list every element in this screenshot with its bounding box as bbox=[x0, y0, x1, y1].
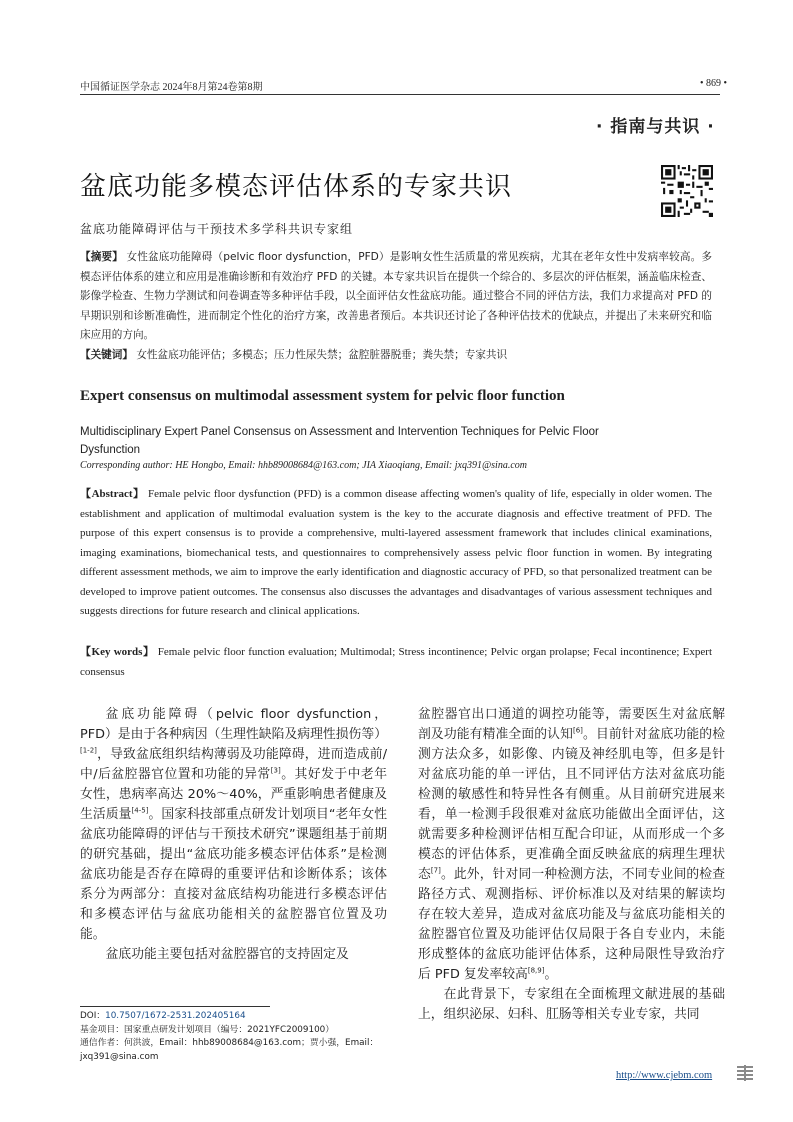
keywords-cn-label: 【关键词】 bbox=[80, 349, 133, 361]
footnote: DOI：10.7507/1672-2531.202405164 基金项目：国家重点研发计划项目（编号：2021YFC2009100） 通信作者：何洪波，Email：hhb89008684@163.com；贾小强，Email：jxq391@sina.com bbox=[80, 1010, 390, 1064]
citation: [4-5] bbox=[131, 806, 149, 815]
keywords-cn-text: 女性盆底功能评估；多模态；压力性尿失禁；盆腔脏器脱垂；粪失禁；专家共识 bbox=[136, 349, 508, 361]
citation: [7] bbox=[430, 866, 441, 875]
citation: [1-2] bbox=[80, 746, 97, 755]
body-left-column bbox=[80, 705, 387, 965]
header-divider bbox=[80, 94, 720, 95]
article-title: 盆底功能多模态评估体系的专家共识 bbox=[80, 172, 513, 202]
keywords-en-label: 【Key words】 bbox=[80, 646, 155, 658]
keywords-en bbox=[80, 643, 712, 682]
keywords-en-text: Female pelvic floor function evaluation; Multimodal; Stress incontinence; Pelvic organ prolapse; Fecal incontinence; Expert consensus bbox=[80, 646, 712, 678]
abstract-cn-text: 女性盆底功能障碍（pelvic floor dysfunction，PFD）是影响女性生活质量的常见疾病，尤其在老年女性中发病率较高。多模态评估体系的建立和应用是准确诊断和有效治疗 PFD 的关键。本专家共识旨在提供一个综合的、多层次的评估框架，涵盖临床检查、影像学检查、生物力学测试和问卷调查等多种评估手段，以全面评估女性盆底功能。通过整合不同的评估方法，我们力求提高对 PFD 的早期识别和诊断准确性，进而制定个性化的治疗方案，改善患者预后。本共识还讨论了各种评估技术的优缺点，并提出了未来研究和临床应用的方向。 bbox=[80, 251, 713, 342]
abstract-en-text: Female pelvic floor dysfunction (PFD) is a common disease affecting women's quality of life, especially in older women. The establishment and application of multimodal evaluation system is the key to the accurate diagnosis and effective treatment of PFD. The purpose of this expert consensus is to provide a comprehensive, multi-layered assessment framework that includes clinical examinations, imaging examinations, biomechanical tests, and questionnaires to comprehensively assess pelvic floor function in women. By integrating different assessment methods, we aim to improve the early identification and diagnostic accuracy of PFD, so that personalized treatment can be developed to improve patient outcomes. The consensus also discusses the advantages and disadvantages of various assessment techniques and suggests directions for future research and clinical applications. bbox=[80, 488, 713, 617]
doi-link[interactable]: 10.7507/1672-2531.202405164 bbox=[105, 1011, 246, 1021]
qr-code-icon bbox=[661, 165, 713, 217]
abstract-en-label: 【Abstract】 bbox=[80, 488, 145, 500]
body-paragraph: 在此背景下，专家组在全面梳理文献进展的基础上，组织泌尿、妇科、肛肠等相关专业专家，共同 bbox=[418, 987, 725, 1022]
section-label: · 指南与共识 · bbox=[596, 117, 715, 137]
corresponding-author: Corresponding author: HE Hongbo, Email: hhb89008684@163.com; JIA Xiaoqiang, Email: jxq391@sina.com bbox=[80, 460, 527, 471]
citation: [6] bbox=[573, 726, 583, 735]
website-link[interactable]: http://www.cjebm.com bbox=[616, 1070, 713, 1081]
journal-header: 中国循证医学杂志 2024年8月第24卷第8期 bbox=[80, 82, 263, 93]
citation: [8,9] bbox=[527, 966, 545, 975]
fund-info: 基金项目：国家重点研发计划项目（编号：2021YFC2009100） bbox=[80, 1024, 335, 1035]
title-en: Expert consensus on multimodal assessment system for pelvic floor function bbox=[80, 388, 565, 404]
body-paragraph: 盆底功能障碍（pelvic floor dysfunction，PFD）是由于各种病因（生理性缺陷及病理性损伤等）[1-2]，导致盆底组织结构薄弱及功能障碍，进而造成前/中/后盆腔器官位置和功能的异常[3]。其好发于中老年女性，患病率高达 20%～40%，严重影响患者健康及生活质量[4-5]。国家科技部重点研发计划项目“老年女性盆底功能障碍的评估与干预技术研究”课题组基于前期的研究基础，提出“盆底功能多模态评估体系”是检测盆底功能是否存在障碍的重要评估和诊断体系；该体系分为两部分：直接对盆底结构功能进行多模态评估和多模态评估与盆底功能相关的盆腔器官位置及功能。 bbox=[80, 707, 388, 942]
authors-en: Multidisciplinary Expert Panel Consensus on Assessment and Intervention Techniques for Pelvic Floor Dysfunction bbox=[80, 426, 599, 456]
abstract-cn bbox=[80, 248, 712, 346]
correspondence-info: 通信作者：何洪波，Email：hhb89008684@163.com；贾小强，Email：jxq391@sina.com bbox=[80, 1038, 379, 1062]
footnote-divider bbox=[80, 1006, 270, 1007]
citation: [3] bbox=[270, 766, 281, 775]
body-paragraph: 盆腔器官出口通道的调控功能等，需要医生对盆底解剖及功能有精准全面的认知[6]。目前针对盆底功能的检测方法众多，如影像、内镜及神经肌电等，但多是针对盆底功能的单一评估，且不同评估方法对盆底功能检测的敏感性和特异性各有侧重。从目前研究进展来看，单一检测手段很难对盆底功能做出全面评估，这就需要多种检测评估相互配合印证，从而形成一个多模态的评估体系，更准确全面反映盆底的病理生理状态[7]。此外，针对同一种检测方法，不同专业间的检查路径方式、观测指标、评价标准以及对结果的解读均存在较大差异，造成对盆底功能及与盆底功能相关的盆腔器官位置及功能评估仅局限于各自专业内，未能形成整体的盆底功能评估体系，这种局限性导致治疗后 PFD 复发率较高[8,9]。 bbox=[418, 707, 726, 982]
journal-logo-icon bbox=[736, 1064, 754, 1082]
keywords-cn bbox=[80, 346, 712, 366]
abstract-cn-label: 【摘要】 bbox=[80, 251, 123, 263]
body-paragraph: 盆底功能主要包括对盆腔器官的支持固定及 bbox=[105, 947, 349, 962]
page-number: • 869 • bbox=[700, 78, 728, 89]
authors-cn: 盆底功能障碍评估与干预技术多学科共识专家组 bbox=[80, 222, 354, 236]
body-right-column bbox=[418, 705, 725, 1025]
abstract-en bbox=[80, 485, 712, 622]
